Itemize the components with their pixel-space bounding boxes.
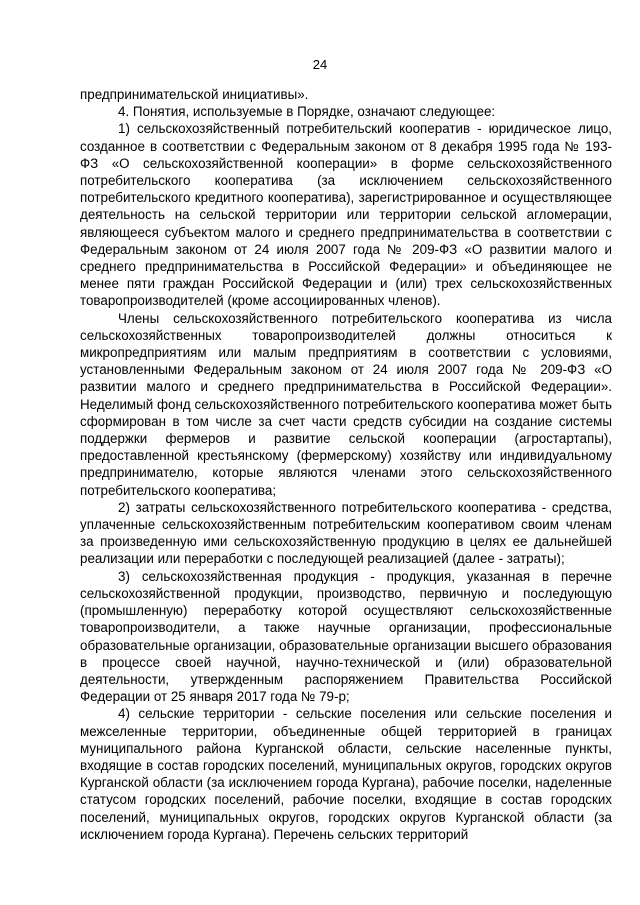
paragraph: 4) сельские территории - сельские поселения или сельские поселения и межселенные территории, объединенные общей территорией в границах муниципального района Курганской области, сельские населенные пункты, входящие в состав городских поселений, муниципальных округов, городских округов Курганской области (за исключением города Кургана), рабочие поселки, наделенные статусом городских поселений, рабочие поселки, входящие в состав городских поселений, муниципальных округов, городских округов Курганской области (за исключением города Кургана). Перечень сельских территорий xyxy=(80,706,612,842)
paragraph: предпринимательской инициативы». xyxy=(80,87,309,102)
paragraph: Члены сельскохозяйственного потребительского кооператива из числа сельскохозяйственных товаропроизводителей должны относиться к микропредприятиям или малым предприятиям в соответствии с условиями, установленными Федеральным законом от 24 июля 2007 года № 209-ФЗ «О развитии малого и среднего предпринимательства в Российской Федерации». Неделимый фонд сельскохозяйственного потребительского кооператива может быть сформирован в том числе за счет части средств субсидии на создание системы поддержки фермеров и развитие сельской кооперации (агростартапы), предоставленной крестьянскому (фермерскому) хозяйству или индивидуальному предпринимателю, которые являются членами этого сельскохозяйственного потребительского кооператива; xyxy=(80,310,612,498)
paragraph: 3) сельскохозяйственная продукция - продукция, указанная в перечне сельскохозяйственной продукции, производство, первичную и последующую (промышленную) переработку которой осуществляют сельскохозяйственные товаропроизводители, а также научные организации, профессиональные образовательные организации, образовательные организации высшего образования в процессе своей научной, научно-технической и (или) образовательной деятельности, утвержденным распоряжением Правительства Российской Федерации от 25 января 2017 года № 79-р; xyxy=(80,568,612,705)
paragraph: 2) затраты сельскохозяйственного потребительского кооператива - средства, уплаченные сельскохозяйственным потребительским кооперативом своим членам за произведенную ими сельскохозяйственную продукцию в целях ее дальнейшей реализации или переработки с последующей реализацией (далее - затраты); xyxy=(80,499,612,567)
document-body xyxy=(80,86,612,843)
paragraph: 4. Понятия, используемые в Порядке, означают следующее: xyxy=(118,104,496,120)
paragraph: 1) сельскохозяйственный потребительский кооператив - юридическое лицо, созданное в соответствии с Федеральным законом от 8 декабря 1995 года № 193-ФЗ «О сельскохозяйственной кооперации» в форме сельскохозяйственного потребительского кооператива (за исключением сельскохозяйственного потребительского кредитного кооператива), зарегистрированное и осуществляющее деятельность на сельской территории или территории сельской агломерации, являющееся субъектом малого и среднего предпринимательства в соответствии с Федеральным законом от 24 июля 2007 года № 209-ФЗ «О развитии малого и среднего предпринимательства в Российской Федерации» и объединяющее не менее пяти граждан Российской Федерации и (или) трех сельскохозяйственных товаропроизводителей (кроме ассоциированных членов). xyxy=(80,121,612,309)
page-number: 24 xyxy=(312,57,328,72)
